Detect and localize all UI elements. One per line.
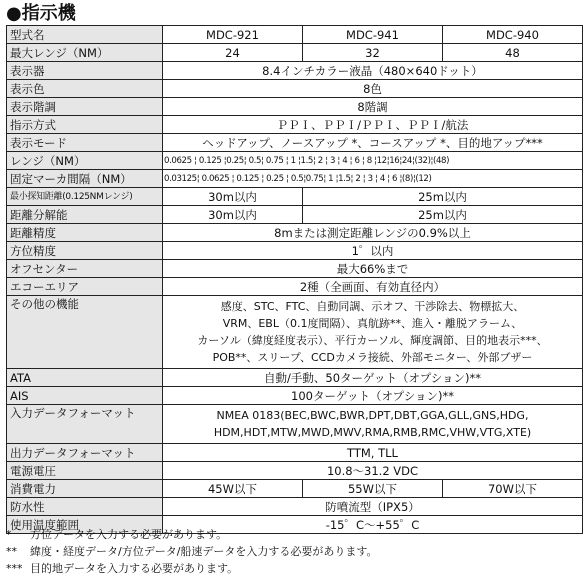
table-row bbox=[7, 278, 583, 296]
footnote-mark: *** bbox=[6, 562, 23, 575]
table-row bbox=[7, 387, 583, 405]
cell-value: 55W以下 bbox=[303, 480, 443, 498]
table-row bbox=[7, 260, 583, 278]
cell-value: 8色 bbox=[163, 80, 583, 98]
table-row bbox=[7, 296, 583, 369]
row-label: 距離分解能 bbox=[7, 206, 163, 224]
cell-value: 70W以下 bbox=[443, 480, 583, 498]
model-name: MDC-941 bbox=[303, 26, 443, 44]
text-line: カーソル（緯度経度表示）、平行カーソル、輝度調節、目的地表示***、 bbox=[197, 334, 548, 347]
cell-value: 30m以内 bbox=[163, 206, 303, 224]
footnote bbox=[6, 560, 378, 577]
cell-value: ＰＰＩ、ＰＰＩ/ＰＰＩ、ＰＰＩ/航法 bbox=[163, 116, 583, 134]
table-row bbox=[7, 98, 583, 116]
footnote-mark: * bbox=[6, 528, 12, 541]
row-label: 表示器 bbox=[7, 62, 163, 80]
row-label: 入力データフォーマット bbox=[7, 405, 163, 444]
row-label: 防水性 bbox=[7, 498, 163, 516]
row-label: 最大レンジ（NM） bbox=[7, 44, 163, 62]
cell-value: 100ターゲット（オプション)** bbox=[163, 387, 583, 405]
cell-value: -15゜C～+55゜C bbox=[163, 516, 583, 534]
row-label: AIS bbox=[7, 387, 163, 405]
table-row bbox=[7, 369, 583, 387]
footnote-text: 緯度・経度データ/方位データ/船速データを入力する必要があります。 bbox=[30, 545, 378, 558]
text-line: VRM、EBL（0.1度間隔）、真航跡**、進入・離脱アラーム、 bbox=[222, 317, 523, 330]
row-label: オフセンター bbox=[7, 260, 163, 278]
cell-value: 10.8～31.2 VDC bbox=[163, 462, 583, 480]
row-label: エコーエリア bbox=[7, 278, 163, 296]
table-row bbox=[7, 444, 583, 462]
row-label: 消費電力 bbox=[7, 480, 163, 498]
cell-value: 32 bbox=[303, 44, 443, 62]
table-row bbox=[7, 152, 583, 170]
cell-value: 25m以内 bbox=[303, 188, 583, 206]
table-row bbox=[7, 44, 583, 62]
table-row bbox=[7, 480, 583, 498]
row-label: 表示モード bbox=[7, 134, 163, 152]
text-line: 感度、STC、FTC、自動同調、示オフ、干渉除去、物標拡大、 bbox=[220, 300, 525, 313]
table-row bbox=[7, 116, 583, 134]
cell-value: 48 bbox=[443, 44, 583, 62]
cell-value: 24 bbox=[163, 44, 303, 62]
footnotes bbox=[6, 526, 378, 577]
cell-value bbox=[163, 405, 583, 444]
text-line: HDM,HDT,MTW,MWD,MWV,RMA,RMB,RMC,VHW,VTG,XTE) bbox=[213, 426, 532, 439]
page-title: ●指示機 bbox=[6, 3, 76, 24]
row-label: レンジ（NM） bbox=[7, 152, 163, 170]
cell-value: 1゜以内 bbox=[163, 242, 583, 260]
table-row bbox=[7, 462, 583, 480]
row-label: ATA bbox=[7, 369, 163, 387]
row-label: 使用温度範囲 bbox=[7, 516, 163, 534]
table-row bbox=[7, 206, 583, 224]
table-row bbox=[7, 170, 583, 188]
row-label: 表示階調 bbox=[7, 98, 163, 116]
footnote-text: 方位データを入力する必要があります。 bbox=[30, 528, 228, 541]
cell-value: 最大66%まで bbox=[163, 260, 583, 278]
footnote-text: 目的地データを入力する必要があります。 bbox=[30, 562, 239, 575]
table-row bbox=[7, 224, 583, 242]
row-label: 電源電圧 bbox=[7, 462, 163, 480]
model-name: MDC-940 bbox=[443, 26, 583, 44]
row-label: 方位精度 bbox=[7, 242, 163, 260]
table-row bbox=[7, 62, 583, 80]
cell-value: 8mまたは測定距離レンジの0.9%以上 bbox=[163, 224, 583, 242]
cell-value: 自動/手動、50ターゲット（オプション)** bbox=[163, 369, 583, 387]
cell-value: 45W以下 bbox=[163, 480, 303, 498]
table-row bbox=[7, 80, 583, 98]
row-label: 指示方式 bbox=[7, 116, 163, 134]
table-row bbox=[7, 134, 583, 152]
footnote bbox=[6, 543, 378, 560]
cell-value: 防噴流型（IPX5） bbox=[163, 498, 583, 516]
table-row bbox=[7, 405, 583, 444]
footnote-mark: ** bbox=[6, 545, 17, 558]
model-name: MDC-921 bbox=[163, 26, 303, 44]
table-row bbox=[7, 242, 583, 260]
table-row bbox=[7, 26, 583, 44]
cell-value: 8.4インチカラー液晶（480×640ドット） bbox=[163, 62, 583, 80]
row-label: 型式名 bbox=[7, 26, 163, 44]
row-label: 距離精度 bbox=[7, 224, 163, 242]
cell-value: 30m以内 bbox=[163, 188, 303, 206]
cell-value bbox=[163, 296, 583, 369]
cell-value: TTM, TLL bbox=[163, 444, 583, 462]
cell-value: ヘッドアップ、ノースアップ *、コースアップ *、目的地アップ*** bbox=[163, 134, 583, 152]
text-line: NMEA 0183(BEC,BWC,BWR,DPT,DBT,GGA,GLL,GNS,HDG, bbox=[216, 409, 529, 422]
cell-value: 0.0625 ¦ 0.125 ¦0.25¦ 0.5¦ 0.75 ¦ 1 ¦1.5¦ 2 ¦ 3 ¦ 4 ¦ 6 ¦ 8 ¦12¦16¦24¦(32)¦(48) bbox=[163, 152, 583, 170]
cell-value: 25m以内 bbox=[303, 206, 583, 224]
footnote bbox=[6, 526, 378, 543]
row-label: 表示色 bbox=[7, 80, 163, 98]
cell-value: 0.03125¦ 0.0625 ¦ 0.125 ¦ 0.25 ¦ 0.5¦0.75¦ 1 ¦1.5¦ 2 ¦ 3 ¦ 4 ¦ 6 ¦(8)¦(12) bbox=[163, 170, 583, 188]
cell-value: 8階調 bbox=[163, 98, 583, 116]
row-label: その他の機能 bbox=[7, 296, 163, 369]
text-line: POB**、スリープ、CCDカメラ接続、外部モニター、外部ブザー bbox=[212, 351, 533, 364]
row-label: 出力データフォーマット bbox=[7, 444, 163, 462]
table-row bbox=[7, 498, 583, 516]
row-label: 固定マーカ間隔（NM） bbox=[7, 170, 163, 188]
row-label: 最小探知距離(0.125NMレンジ) bbox=[7, 188, 163, 206]
cell-value: 2種（全画面、有効直径内） bbox=[163, 278, 583, 296]
spec-table bbox=[6, 25, 583, 534]
table-row bbox=[7, 188, 583, 206]
